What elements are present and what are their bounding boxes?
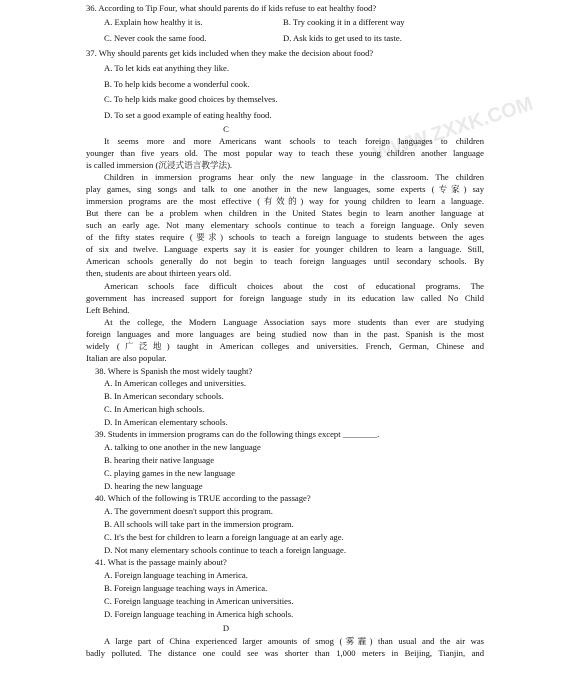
q38-stem: 38. Where is Spanish the most widely taught? [95, 366, 253, 376]
passage-c-line: widely (广泛地) taught in American colleges and universities. French, German, Chinese and [86, 341, 484, 351]
q37-option-c: C. To help kids make good choices by themselves. [104, 94, 278, 104]
passage-c-line: Children in immersion programs hear only the new language in the classroom. The children [104, 172, 484, 182]
passage-c-line: But there can be a problem when children in the United States begin to learn another language at [86, 208, 484, 218]
q40-option-b: B. All schools will take part in the immersion program. [104, 519, 294, 529]
q37-option-a: A. To let kids eat anything they like. [104, 63, 230, 73]
passage-c-line: American schools generally do not begin to teach foreign languages until secondary schools. By [86, 256, 484, 266]
q38-option-b: B. In American secondary schools. [104, 391, 224, 401]
q40-option-d: D. Not many elementary schools continue to teach a foreign language. [104, 545, 346, 555]
passage-c-line: government has increased support for foreign language study in its education law called No Child [86, 293, 484, 303]
q39-option-b: B. hearing their native language [104, 455, 215, 465]
passage-c-line: foreign languages and more languages are being studied now than in the past. Spanish is the most [86, 329, 484, 339]
passage-c-line: immersion programs are the most effective (有效的) way for young children to learn a language. [86, 196, 484, 206]
q36-option-c: C. Never cook the same food. [104, 33, 207, 43]
passage-c-line: is called immersion (沉浸式语言教学法). [86, 160, 233, 170]
passage-d-line: badly polluted. The distance one could see was shorter than 1,000 meters in Beijing, Tianjin, and [86, 648, 484, 658]
q38-option-c: C. In American high schools. [104, 404, 205, 414]
q41-stem: 41. What is the passage mainly about? [95, 557, 227, 567]
q37-option-b: B. To help kids become a wonderful cook. [104, 79, 250, 89]
passage-c-line: such an early age. Not many elementary schools continue to teach a foreign language. Only seven [86, 220, 484, 230]
q36-option-d: D. Ask kids to get used to its taste. [283, 33, 402, 43]
q36-option-b: B. Try cooking it in a different way [283, 17, 405, 27]
q37-option-d: D. To set a good example of eating healthy food. [104, 110, 272, 120]
q41-option-a: A. Foreign language teaching in America. [104, 570, 248, 580]
q41-option-d: D. Foreign language teaching in America high schools. [104, 609, 294, 619]
passage-c-line: of the fifty states require (要求) schools to teach a foreign language to students between the ages [86, 232, 484, 242]
passage-c-line: Italian are also popular. [86, 353, 167, 363]
passage-c-line: of six and twelve. Language experts say it is easier for younger children to learn a language. Still, [86, 244, 484, 254]
q40-option-a: A. The government doesn't support this program. [104, 506, 273, 516]
q41-option-c: C. Foreign language teaching in American universities. [104, 596, 294, 606]
q39-option-a: A. talking to one another in the new language [104, 442, 261, 452]
q41-option-b: B. Foreign language teaching ways in America. [104, 583, 268, 593]
q36-option-a: A. Explain how healthy it is. [104, 17, 203, 27]
q39-option-d: D. hearing the new language [104, 481, 203, 491]
passage-c-line: then, students are about thirteen years old. [86, 268, 232, 278]
section-c-heading: C [223, 124, 229, 134]
q39-option-c: C. playing games in the new language [104, 468, 236, 478]
passage-c-line: American schools face difficult choices about the cost of educational programs. The [104, 281, 484, 291]
watermark: WWW.ZXXK.COM [370, 92, 536, 166]
q39-stem: 39. Students in immersion programs can do the following things except ________. [95, 429, 380, 439]
q38-option-d: D. In American elementary schools. [104, 417, 228, 427]
passage-c-line: At the college, the Modern Language Association says more students than ever are studying [104, 317, 484, 327]
section-d-heading: D [222, 623, 230, 633]
passage-c-line: play games, sing songs and talk to one another in the new languages, some experts (专家) say [86, 184, 484, 194]
q36-stem: 36. According to Tip Four, what should parents do if kids refuse to eat healthy food? [86, 3, 377, 13]
passage-c-line: Left Behind. [86, 305, 130, 315]
q37-stem: 37. Why should parents get kids included when they make the decision about food? [86, 48, 374, 58]
q40-option-c: C. It's the best for children to learn a foreign language at an early age. [104, 532, 344, 542]
q40-stem: 40. Which of the following is TRUE according to the passage? [95, 493, 311, 503]
passage-d-line: A large part of China experienced larger amounts of smog (雾霾) than usual and the air was [104, 636, 484, 646]
passage-c-line: It seems more and more Americans want schools to teach foreign languages to children [104, 136, 484, 146]
q38-option-a: A. In American colleges and universities. [104, 378, 246, 388]
passage-c-line: younger than five years old. The most popular way to teach these young children another language [86, 148, 484, 158]
